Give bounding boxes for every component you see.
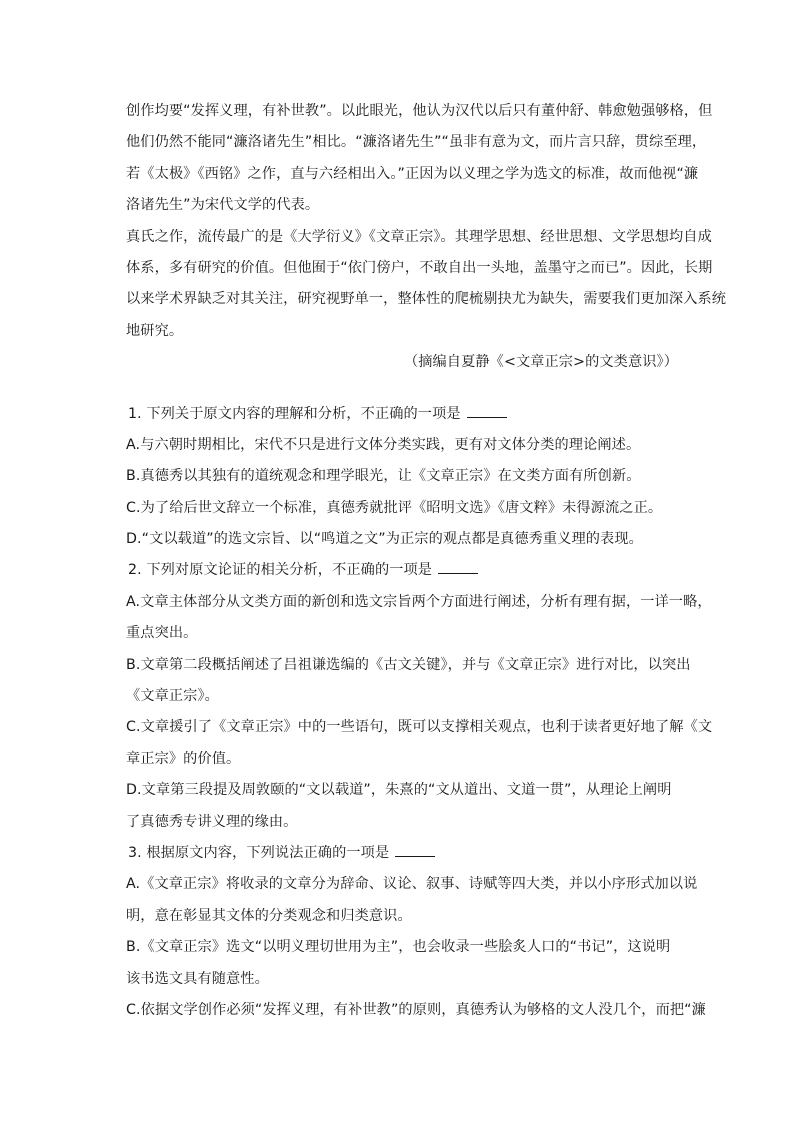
option-b-cont: 《文章正宗》。: [126, 688, 219, 705]
answer-blank[interactable]: [467, 403, 507, 418]
question-stem-text: 3. 根据原文内容，下列说法正确的一项是: [128, 844, 390, 861]
question-3: [126, 838, 706, 1026]
option-c: C.依据文学创作必须“发挥义理，有补世教”的原则，真德秀认为够格的文人没几个，而把“濂: [126, 1001, 706, 1018]
option-b: B.真德秀以其独有的道统观念和理学眼光，让《文章正宗》在文类方面有所创新。: [126, 468, 641, 485]
option-b-cont: 该书选文具有随意性。: [126, 970, 269, 987]
text-line: 创作均要“发挥义理，有补世教”。以此眼光，他认为汉代以后只有董仲舒、韩愈勉强够格，但: [126, 103, 713, 119]
question-stem-text: 2. 下列对原文论证的相关分析，不正确的一项是: [128, 562, 433, 579]
option-c: C.为了给后世文辞立一个标准，真德秀就批评《昭明文选》《唐文粹》未得源流之正。: [126, 499, 663, 516]
option-a-cont: 明，意在彰显其文体的分类观念和归类意识。: [126, 907, 412, 924]
option-a: A.文章主体部分从文类方面的新创和选文宗旨两个方面进行阐述，分析有理有据，一详一略，: [126, 593, 712, 610]
question-1: [126, 399, 682, 556]
option-a-cont: 重点突出。: [126, 625, 198, 642]
option-d: D.“文以载道”的选文宗旨、以“鸣道之文”为正宗的观点都是真德秀重义理的表现。: [126, 531, 643, 548]
option-d: D.文章第三段提及周敦颐的“文以载道”，朱熹的“文从道出、文道一贯”，从理论上阐明: [126, 782, 672, 799]
question-2: [126, 555, 713, 838]
question-stem: [126, 399, 682, 430]
source-citation: （摘编自夏静《<文章正宗>的文类意识》）: [403, 354, 678, 371]
text-line: 真氏之作，流传最广的是《大学衍义》《文章正宗》。其理学思想、经世思想、文学思想均自成: [126, 228, 712, 245]
answer-blank[interactable]: [395, 842, 435, 857]
text-line: 他们仍然不能同“濂洛诸先生”相比。“濂洛诸先生”“虽非有意为文，而片言只辞，贯综至理，: [126, 134, 707, 151]
question-stem: [126, 838, 682, 869]
option-b: B.《文章正宗》选文“以明义理切世用为主”，也会收录一些脍炙人口的“书记”，这说明: [126, 939, 671, 956]
option-d-cont: 了真德秀专讲义理的缘由。: [126, 813, 298, 830]
text-line: 洛诸先生”为宋代文学的代表。: [126, 197, 320, 214]
option-c: C.文章援引了《文章正宗》中的一些语句，既可以支撑相关观点，也利于读者更好地了解《文: [126, 719, 713, 736]
option-a: A.《文章正宗》将收录的文章分为辞命、议论、叙事、诗赋等四大类，并以小序形式加以说: [126, 876, 698, 893]
text-line: 地研究。: [126, 322, 184, 339]
question-stem-text: 1. 下列关于原文内容的理解和分析，不正确的一项是: [128, 405, 461, 422]
text-line: 若《太极》《西铭》之作，直与六经相出入。”正因为以义理之学为选文的标准，故而他视“濂: [126, 165, 699, 182]
paragraph-2: [126, 222, 727, 348]
spacer: [126, 379, 682, 399]
document-page: [126, 96, 727, 1026]
paragraph-1: [126, 96, 713, 222]
option-b: B.文章第二段概括阐述了吕祖谦选编的《古文关键》，并与《文章正宗》进行对比，以突出: [126, 656, 691, 673]
question-stem: [126, 555, 682, 586]
answer-blank[interactable]: [438, 559, 478, 574]
option-a: A.与六朝时期相比，宋代不只是进行文体分类实践，更有对文体分类的理论阐述。: [126, 436, 641, 453]
text-line: 体系，多有研究的价值。但他囿于“依门傍户，不敢自出一头地，盖墨守之而已”。因此，长期: [126, 259, 713, 276]
option-c-cont: 章正宗》的价值。: [126, 750, 241, 767]
text-line: 以来学术界缺乏对其关注，研究视野单一，整体性的爬梳剔抉尤为缺失，需要我们更加深入系统: [126, 291, 727, 308]
